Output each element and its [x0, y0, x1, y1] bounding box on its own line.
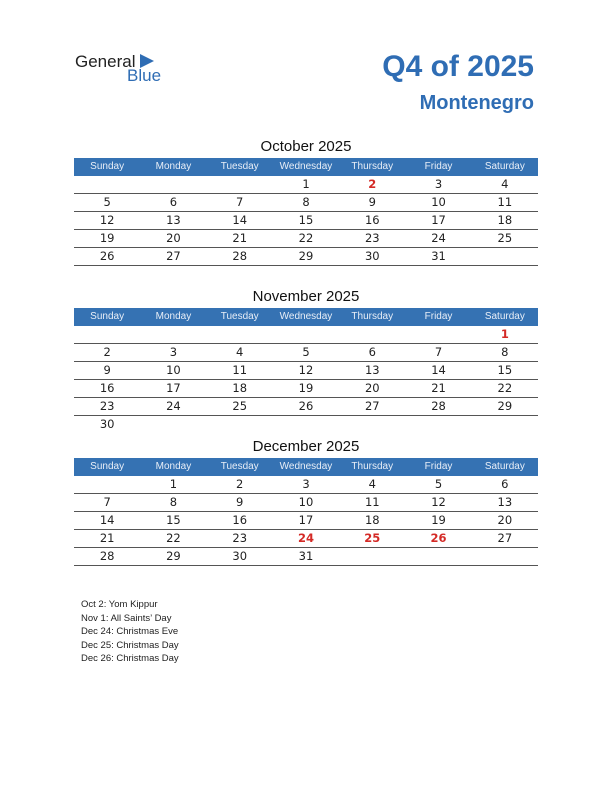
day-cell: 22	[166, 531, 181, 545]
week-row	[74, 476, 538, 494]
day-cell: 2	[236, 477, 244, 491]
day-cell: 8	[169, 495, 178, 509]
day-cell: 19	[431, 513, 446, 527]
day-cell: 17	[166, 381, 181, 395]
day-cell: 10	[298, 495, 314, 509]
day-cell: 5	[302, 345, 310, 359]
month-december	[74, 436, 538, 566]
empty-day-cell	[140, 326, 206, 343]
day-cell: 11	[497, 195, 513, 209]
day-cell: 8	[501, 345, 509, 359]
week-row	[74, 548, 538, 566]
day-cell: 13	[497, 495, 513, 509]
day-cell: 4	[368, 477, 376, 491]
week-row	[74, 176, 538, 194]
weekday-label: Friday	[424, 311, 453, 322]
country-name: Montenegro	[419, 92, 534, 114]
empty-day-cell	[339, 416, 405, 433]
holiday-note: Dec 26: Christmas Day	[81, 653, 179, 664]
day-cell: 2	[103, 345, 111, 359]
week-row	[74, 230, 538, 248]
day-cell: 25	[364, 531, 381, 545]
week-row	[74, 212, 538, 230]
day-cell: 9	[103, 363, 111, 377]
day-cell: 30	[364, 249, 380, 263]
weekday-label: Wednesday	[279, 461, 333, 472]
day-cell: 11	[232, 363, 248, 377]
day-cell: 13	[364, 363, 380, 377]
day-cell: 27	[166, 249, 181, 263]
empty-day-cell	[339, 548, 405, 565]
day-cell: 29	[166, 549, 181, 563]
day-cell: 7	[236, 195, 244, 209]
holiday-notes	[81, 598, 179, 666]
day-cell: 16	[364, 213, 380, 227]
day-cell: 28	[431, 399, 446, 413]
day-cell: 14	[232, 213, 248, 227]
weekday-label: Friday	[424, 161, 453, 172]
weekday-label: Tuesday	[220, 161, 259, 172]
weekday-header	[74, 458, 538, 476]
day-cell: 21	[232, 231, 248, 245]
day-cell: 3	[434, 177, 443, 191]
day-cell: 6	[169, 195, 178, 209]
weekday-label: Tuesday	[220, 311, 259, 322]
day-cell: 28	[232, 249, 248, 263]
weekday-label: Saturday	[484, 161, 525, 172]
holiday-note: Nov 1: All Saints’ Day	[81, 612, 172, 624]
empty-day-cell	[74, 326, 140, 343]
weekday-label: Monday	[155, 161, 192, 172]
day-cell: 14	[99, 513, 115, 527]
day-cell: 21	[99, 531, 115, 545]
day-cell: 24	[431, 231, 446, 245]
day-cell: 17	[431, 213, 446, 227]
page-title: Q4 of 2025	[382, 50, 534, 83]
day-cell: 26	[298, 399, 314, 413]
day-cell: 13	[166, 213, 181, 227]
empty-day-cell	[140, 416, 206, 433]
day-cell: 15	[166, 513, 181, 527]
day-cell: 20	[166, 231, 181, 245]
day-cell: 4	[236, 345, 244, 359]
empty-day-cell	[405, 548, 471, 565]
day-cell: 10	[166, 363, 181, 377]
day-cell: 28	[99, 549, 115, 563]
holiday-note: Dec 25: Christmas Day	[81, 639, 179, 651]
day-cell: 12	[431, 495, 446, 509]
week-row	[74, 512, 538, 530]
weekday-label: Tuesday	[220, 461, 259, 472]
day-cell: 25	[232, 399, 248, 413]
weekday-label: Thursday	[351, 161, 394, 172]
day-cell: 20	[497, 513, 513, 527]
weekday-label: Monday	[155, 461, 192, 472]
week-row	[74, 416, 538, 433]
empty-day-cell	[74, 176, 140, 193]
day-cell: 22	[497, 381, 513, 395]
day-cell: 31	[298, 549, 314, 563]
empty-day-cell	[140, 176, 206, 193]
day-cell: 16	[99, 381, 115, 395]
day-cell: 30	[99, 417, 115, 431]
day-cell: 16	[232, 513, 248, 527]
day-cell: 23	[99, 399, 115, 413]
day-cell: 5	[103, 195, 111, 209]
day-cell: 8	[302, 195, 310, 209]
day-cell: 24	[297, 531, 314, 545]
empty-day-cell	[207, 416, 273, 433]
day-cell: 3	[169, 345, 178, 359]
empty-day-cell	[405, 416, 471, 433]
empty-day-cell	[405, 326, 471, 343]
weekday-label: Thursday	[351, 461, 394, 472]
weekday-label: Saturday	[484, 311, 525, 322]
week-row	[74, 326, 538, 344]
day-cell: 12	[298, 363, 314, 377]
holiday-note: Oct 2: Yom Kippur	[81, 599, 158, 610]
week-row	[74, 380, 538, 398]
empty-day-cell	[207, 326, 273, 343]
day-cell: 29	[298, 249, 314, 263]
day-cell: 14	[431, 363, 446, 377]
empty-day-cell	[273, 416, 339, 433]
day-cell: 11	[364, 495, 380, 509]
empty-day-cell	[472, 548, 538, 565]
day-cell: 26	[430, 531, 447, 545]
day-cell: 24	[166, 399, 181, 413]
month-november	[74, 286, 538, 433]
week-row	[74, 362, 538, 380]
day-cell: 9	[236, 495, 244, 509]
empty-day-cell	[472, 248, 538, 265]
month-title: November 2025	[252, 288, 360, 305]
week-row	[74, 344, 538, 362]
day-cell: 6	[368, 345, 376, 359]
weekday-label: Wednesday	[279, 161, 333, 172]
weekday-label: Sunday	[90, 461, 125, 472]
day-cell: 15	[497, 363, 513, 377]
week-row	[74, 494, 538, 512]
empty-day-cell	[207, 176, 273, 193]
day-cell: 18	[232, 381, 248, 395]
day-cell: 5	[434, 477, 443, 491]
weekday-label: Sunday	[90, 161, 125, 172]
day-cell: 4	[501, 177, 509, 191]
empty-day-cell	[472, 416, 538, 433]
day-cell: 2	[368, 177, 377, 191]
day-cell: 19	[298, 381, 314, 395]
empty-day-cell	[273, 326, 339, 343]
day-cell: 18	[364, 513, 380, 527]
weekday-label: Monday	[155, 311, 192, 322]
month-october	[74, 136, 538, 266]
day-cell: 1	[169, 477, 178, 491]
weekday-label: Sunday	[90, 311, 125, 322]
weekday-label: Thursday	[351, 311, 394, 322]
week-row	[74, 398, 538, 416]
day-cell: 27	[364, 399, 380, 413]
day-cell: 12	[99, 213, 115, 227]
day-cell: 17	[298, 513, 314, 527]
day-cell: 10	[431, 195, 446, 209]
day-cell: 23	[232, 531, 248, 545]
day-cell: 25	[497, 231, 513, 245]
day-cell: 3	[302, 477, 310, 491]
week-row	[74, 194, 538, 212]
day-cell: 18	[497, 213, 513, 227]
empty-day-cell	[74, 476, 140, 493]
day-cell: 9	[368, 195, 376, 209]
week-row	[74, 248, 538, 266]
day-cell: 7	[434, 345, 443, 359]
day-cell: 29	[497, 399, 513, 413]
day-cell: 7	[103, 495, 111, 509]
month-title: December 2025	[252, 438, 360, 455]
day-cell: 21	[431, 381, 446, 395]
day-cell: 31	[431, 249, 446, 263]
day-cell: 1	[500, 327, 509, 341]
logo-text-general: General	[75, 52, 136, 71]
weekday-label: Saturday	[484, 461, 525, 472]
holiday-note: Dec 24: Christmas Eve	[81, 626, 179, 637]
logo-text-blue: Blue	[127, 66, 162, 85]
weekday-label: Friday	[424, 461, 453, 472]
day-cell: 23	[364, 231, 380, 245]
day-cell: 30	[232, 549, 248, 563]
day-cell: 15	[298, 213, 314, 227]
weekday-label: Wednesday	[279, 311, 333, 322]
empty-day-cell	[339, 326, 405, 343]
day-cell: 19	[99, 231, 115, 245]
weekday-header	[74, 308, 538, 326]
day-cell: 22	[298, 231, 314, 245]
month-title: October 2025	[260, 138, 352, 155]
day-cell: 27	[497, 531, 513, 545]
day-cell: 1	[302, 177, 310, 191]
weekday-header	[74, 158, 538, 176]
week-row	[74, 530, 538, 548]
day-cell: 20	[364, 381, 380, 395]
day-cell: 6	[501, 477, 509, 491]
day-cell: 26	[99, 249, 115, 263]
